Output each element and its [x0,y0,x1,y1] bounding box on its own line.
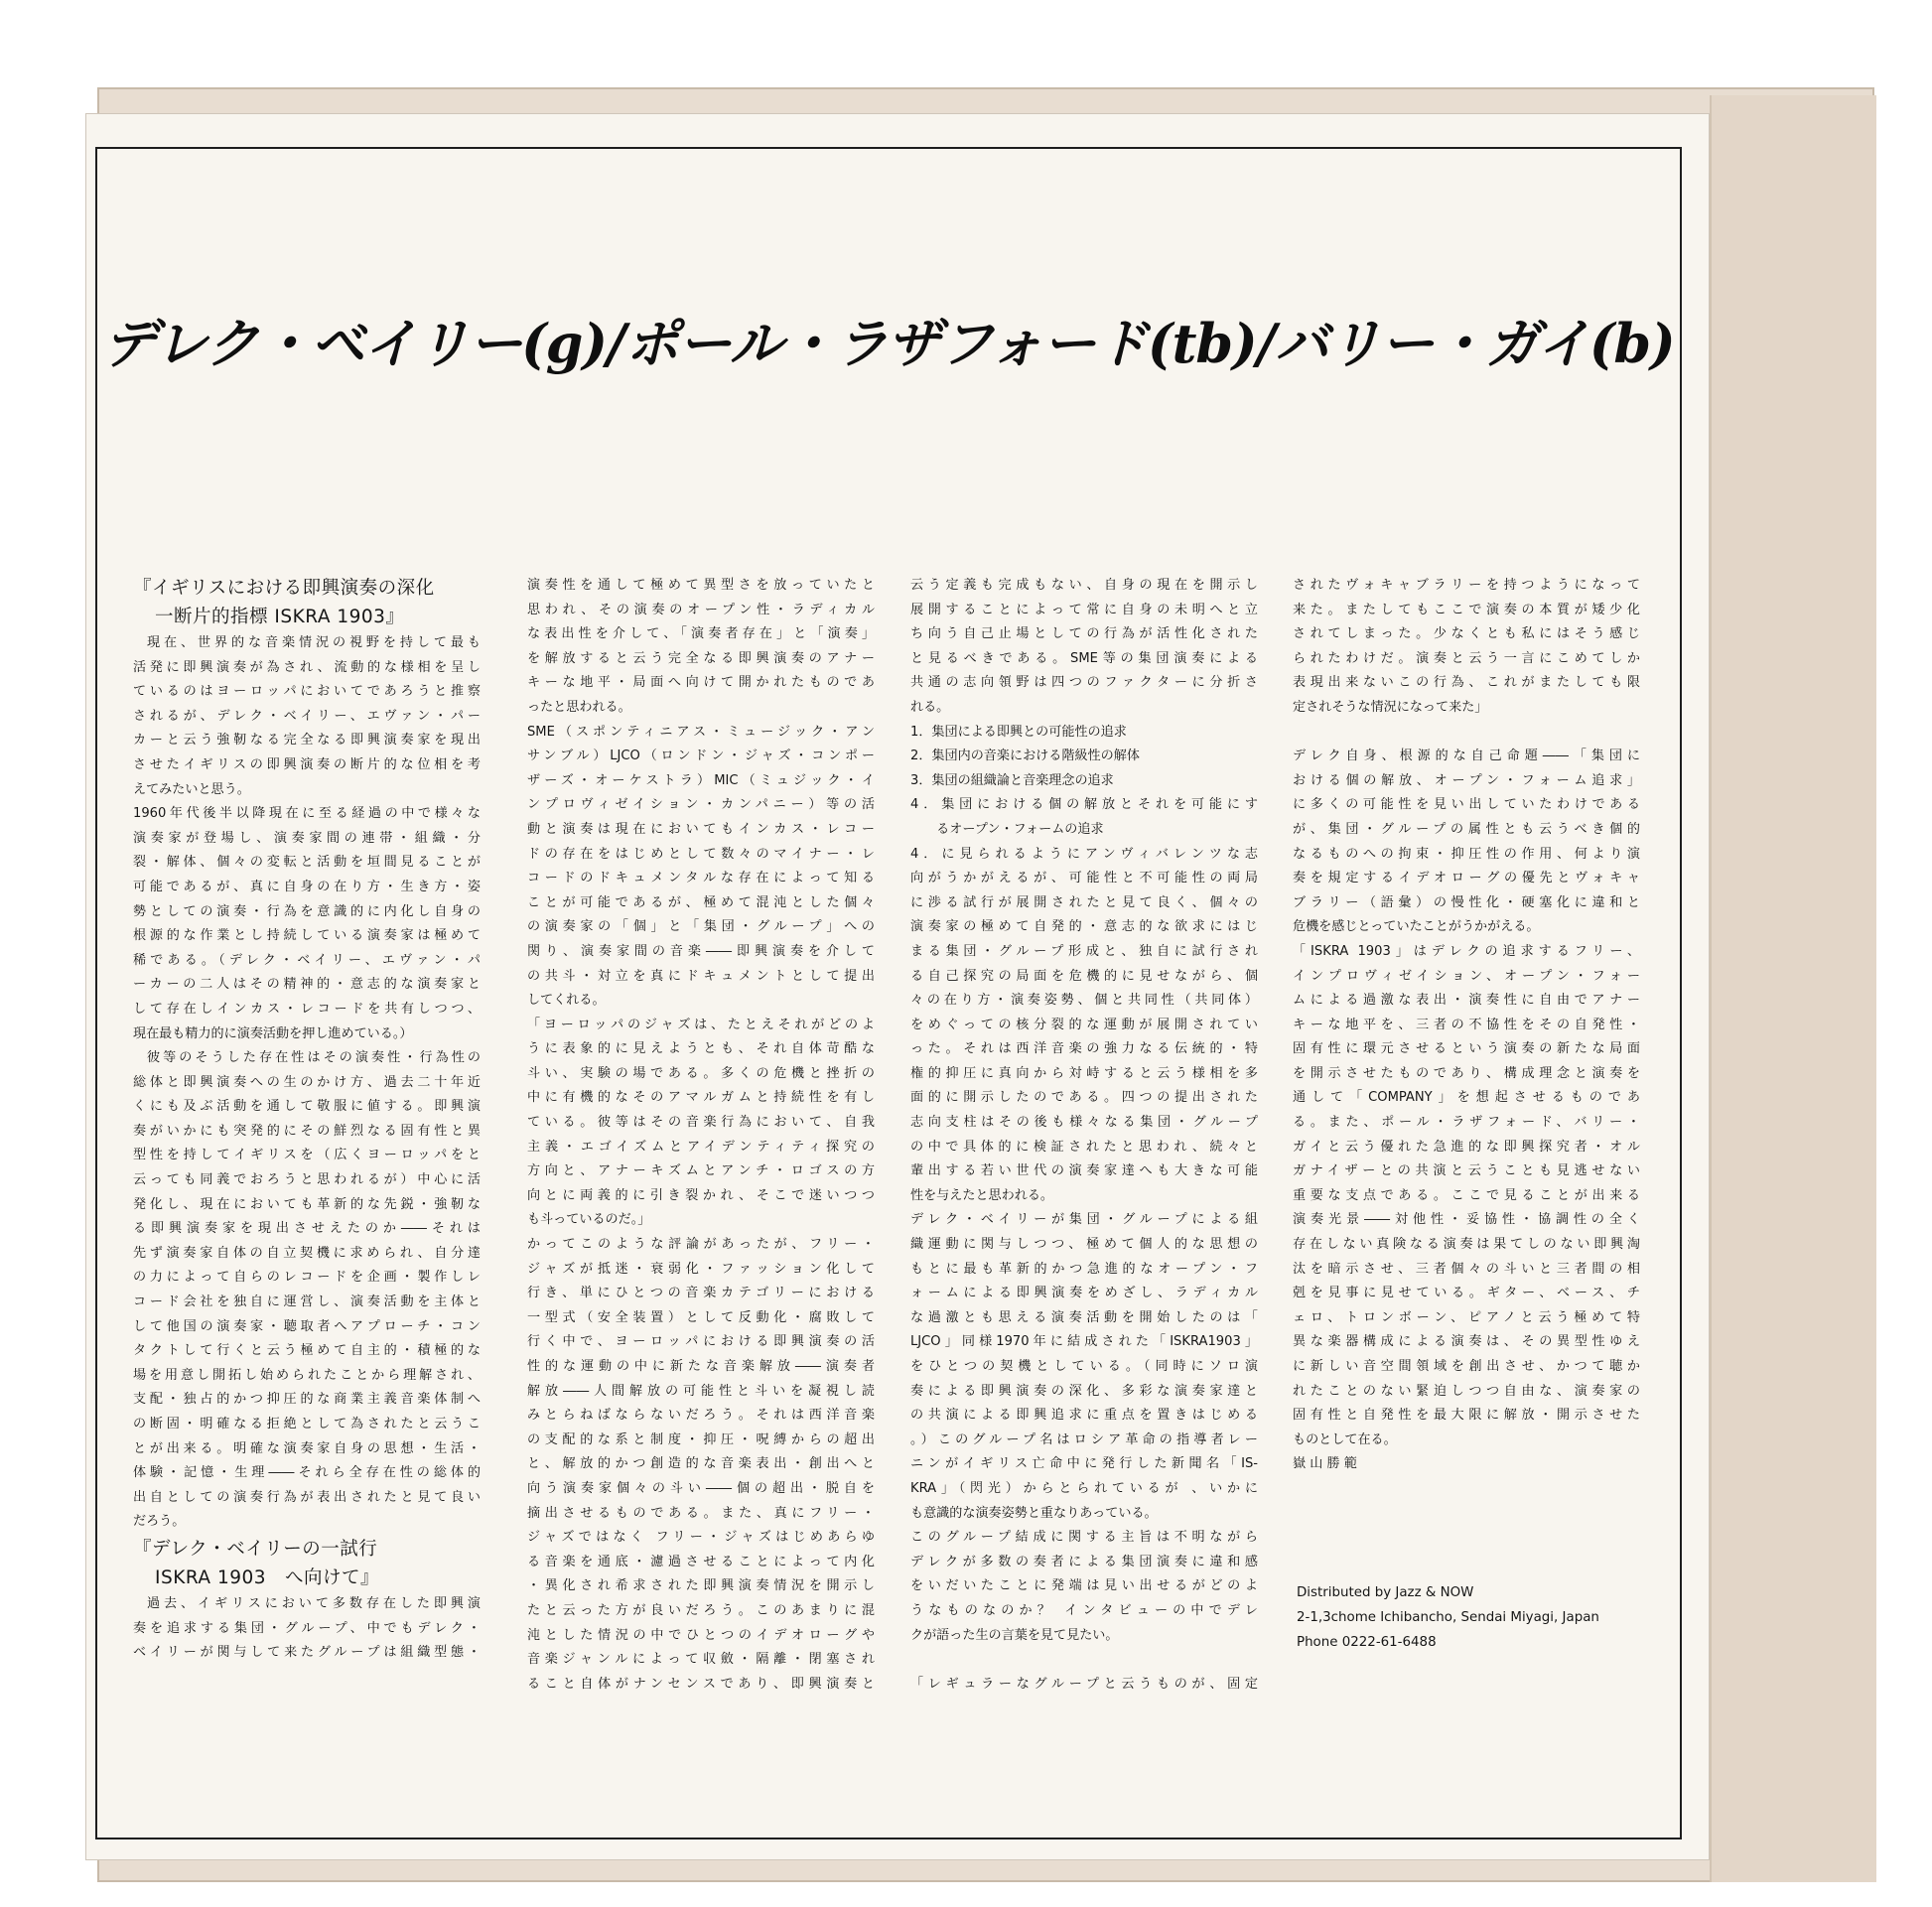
text-line: る自己探究の局面を危機的に見せながら、個 [910,968,1258,984]
text-line: ベイリーが関与して来たグループは組織型態・ [133,1645,481,1661]
text-line: 支配・独占的かつ抑圧的な商業主義音楽体制へ [133,1392,481,1408]
section-heading: 『デレク・ベイリーの一試行 [133,1538,378,1560]
text-line: の共演による即興追求に重点を置きはじめる [910,1408,1258,1424]
text-line: 中に有機的なそのアマルガムと持続性を有し [527,1090,875,1106]
text-line: デレク自身、根源的な自己命題――「集団に [1293,749,1640,764]
text-line: 動と演奏は現在においてもインカス・レコー [527,821,875,837]
text-line: ェロ、トロンボーン、ピアノと云う極めて特 [1293,1309,1640,1325]
text-line: 演奏家の極めて自発的・意志的な欲求にはじ [910,919,1258,935]
text-line: 。）このグループ名はロシア革命の指導者レー [910,1431,1258,1447]
text-line: えてみたいと思う。 [133,781,250,797]
sleeve-edge [1710,95,1876,1882]
text-line: されるが、デレク・ベイリー、エヴァン・パー [133,708,481,724]
text-line: 4．に見られるようにアンヴィバレンツな志 [910,846,1258,862]
text-line: 表現出来ないこの行為、これがまたしても限 [1293,675,1640,691]
text-line: 固有性に環元させるという演奏の新たな局面 [1293,1041,1640,1057]
distributor-address: 2-1,3chome Ichibancho, Sendai Miyagi, Japan [1297,1610,1599,1625]
text-line: るオープン・フォームの追求 [910,821,1104,837]
text-line: 向う演奏家個々の斗い――個の超出・脱自を [527,1480,875,1496]
text-column-2 [527,574,875,1697]
text-line: を開示させたものであり、構成理念と演奏を [1293,1065,1640,1081]
text-line: に新しい音空間領域を創出させ、かつて聴か [1293,1359,1640,1374]
text-line: の中で具体的に検証されたと思われ、続々と [910,1139,1258,1155]
headline-credits: デレク・ベイリー(g)/ポール・ラザフォード(tb)/バリー・ガイ(b) [102,312,1675,376]
text-line: の断固・明確なる拒絶として為されたと云うこ [133,1417,481,1431]
text-line: 過去、イギリスにおいて多数存在した即興演 [147,1595,481,1611]
text-line: 奏による即興演奏の深化、多彩な演奏家達と [910,1383,1258,1399]
text-line: カーと云う強靭なる完全なる即興演奏家を現出 [133,733,481,749]
text-line: 志向支柱はその後も様々なる集団・グループ [910,1115,1258,1131]
text-line: ること自体がナンセンスであり、即興演奏と [527,1676,875,1692]
text-line: 一型式（安全装置）として反動化・腐敗して [527,1309,875,1325]
text-line: させたイギリスの即興演奏の断片的な位相を考 [133,756,481,772]
text-line: タクトして行くと云う極めて自主的・積極的な [133,1343,481,1359]
text-line: ジャズではなく フリー・ジャズはじめあらゆ [527,1530,875,1546]
text-line: とが出来る。明確な演奏家自身の思想・生活・ [133,1440,481,1456]
text-line: 場を用意し開拓し始められたことから理解され、 [133,1367,481,1383]
text-line: ンプロヴィゼイション・カンパニー）等の活 [527,797,875,813]
text-line: 稀である。（デレク・ベイリー、エヴァン・パ [133,952,481,968]
text-line: 「ISKRA 1903」はデレクの追求するフリー、 [1293,943,1640,959]
text-line: ニンがイギリス亡命中に発行した新聞名「IS- [910,1456,1258,1472]
text-line: みとらねばならないだろう。それは西洋音楽 [527,1408,875,1424]
text-line: このグループ結成に関する主旨は不明ながら [910,1530,1258,1546]
text-line: くにも及ぶ活動を通して敬服に値する。即興演 [133,1099,481,1115]
text-line: 演奏性を通して極めて異型さを放っていたと [527,578,875,593]
text-line: ジャズが抵迷・衰弱化・ファッション化して [527,1261,875,1277]
text-line: ものとして在る。 [1293,1431,1397,1447]
text-line: 展開することによって常に自身の未明へと立 [910,602,1258,617]
text-line: 剋を見事に見せている。ギター、ベース、チ [1293,1286,1640,1301]
text-line: 根源的な作業とし持続している演奏家は極めて [133,928,481,944]
text-line: クが語った生の言葉を見て見たい。 [910,1627,1119,1643]
text-line: されてしまった。少なくとも私にはそう感じ [1293,626,1640,642]
text-line: る即興演奏家を現出させえたのか――それは [133,1221,481,1237]
text-line: 1．集団による即興との可能性の追求 [910,724,1127,740]
text-line: 云う定義も完成もない、自身の現在を開示し [910,578,1258,593]
text-line: 裂・解体、個々の変転と活動を垣間見ることが [133,855,481,871]
text-line: SME（スポンティニアス・ミュージック・アン [527,724,875,740]
text-line: 解放――人間解放の可能性と斗いを凝視し読 [527,1383,875,1399]
text-line: れる。 [910,699,950,715]
text-line: して存在しインカス・レコードを共有しつつ、 [133,1001,481,1017]
text-line: ったと思われる。 [527,699,631,715]
text-line: が、集団・グループの属性とも云うべき個的 [1293,821,1640,837]
author-signature: 嶽 山 勝 範 [1293,1456,1357,1472]
text-line: 3．集団の組織論と音楽理念の追求 [910,772,1114,788]
section-heading: 『イギリスにおける即興演奏の深化 [133,578,435,599]
text-line: コード会社を独自に運営し、演奏活動を主体と [133,1294,481,1310]
text-line: うに表象的に見えようとも、それ自体苛酷な [527,1041,875,1057]
section-heading: ISKRA 1903 へ向けて』 [155,1566,380,1588]
text-line: ドの存在をはじめとして数々のマイナー・レ [527,846,875,862]
text-line: 権的抑圧に真向から対峙すると云う様相を多 [910,1065,1258,1081]
text-line: ムによる過激な表出・演奏性に自由でアナー [1293,993,1640,1009]
text-line: 発化し、現在においても革新的な先鋭・強靭な [133,1196,481,1212]
text-line: だろう。 [133,1514,186,1530]
section-heading: 一断片的指標 ISKRA 1903』 [155,607,405,627]
distributor-info [1297,1580,1599,1655]
text-line: 主義・エゴイズムとアイデンティティ探究の [527,1139,875,1155]
text-line: 性的な運動の中に新たな音楽解放――演奏者 [527,1359,875,1374]
text-line: 活発に即興演奏が為され、流動的な様相を呈し [133,659,481,675]
text-line: 演奏光景――対他性・妥協性・協調性の全く [1293,1212,1640,1228]
text-line: の力によって自らのレコードを企画・製作しレ [133,1270,481,1286]
text-line: 音楽ジャンルによって収斂・隔離・閉塞され [527,1652,875,1668]
text-line: 向とに両義的に引き裂かれ、そこで迷いつつ [527,1187,875,1203]
text-line: 向がうかがえるが、可能性と不可能性の両局 [910,871,1258,886]
text-line: 現在、世界的な音楽情況の視野を持して最も [147,635,481,650]
text-line: 型性を持してイギリスを（広くヨーロッパをと [133,1148,481,1163]
text-line: たと云った方が良いだろう。このあまりに混 [527,1602,875,1618]
text-line: してくれる。 [527,993,606,1009]
text-line: の支配的な系と制度・抑圧・呪縛からの超出 [527,1431,875,1447]
text-column-3 [910,574,1258,1697]
text-line: 現在最も精力的に演奏活動を押し進めている。） [133,1025,413,1041]
text-line: な表出性を介して、「演奏者存在」と「演奏」 [527,626,875,642]
text-line: った。それは西洋音楽の強力なる伝統的・特 [910,1041,1258,1057]
text-line: の演奏家の「個」と「集団・グループ」への [527,919,875,935]
text-line: 奏を規定するイデオローグの優先とヴォキャ [1293,871,1640,886]
text-line: なるものへの拘束・抑圧性の作用、何より演 [1293,846,1640,862]
text-line: 2．集団内の音楽における階級性の解体 [910,749,1140,764]
text-line: ガナイザーとの共演と云うことも見逃せない [1293,1163,1640,1179]
text-line: サンブル）LJCO（ロンドン・ジャズ・コンポー [527,749,875,764]
text-line: 存在しない真険なる演奏は果てしのない即興淘 [1293,1237,1640,1253]
text-line: 危機を感じとっていたことがうかがえる。 [1293,919,1540,935]
text-line: ーカーの二人はその精神的・意志的な演奏家と [133,977,481,993]
text-line: 関り、演奏家間の音楽――即興演奏を介して [527,943,875,959]
text-line: 々の在り方・演奏姿勢、個と共同性（共同体） [910,993,1258,1009]
text-line: ザーズ・オーケストラ）MIC（ミュジック・イ [527,772,875,788]
text-line: かってこのような評論があったが、フリー・ [527,1237,875,1253]
text-line: 先ず演奏家自体の自立契機に求められ、自分達 [133,1245,481,1261]
text-line: ガイと云う優れた急進的な即興探究者・オル [1293,1139,1640,1155]
text-line: 「ヨーロッパのジャズは、たとえそれがどのよ [527,1017,875,1032]
text-line: 固有性と自発性を最大限に解放・開示させた [1293,1408,1640,1424]
text-line: も意識的な演奏姿勢と重なりあっている。 [910,1505,1158,1521]
text-line: 総体と即興演奏への生のかけ方、過去二十年近 [133,1074,481,1090]
text-line: KRA」（閃光）からとられているが 、いかに [910,1480,1258,1496]
text-line: に渉る試行が展開されたと見て良く、個々の [910,894,1258,910]
text-line: 汰を暗示させ、三者個々の斗いと三者間の相 [1293,1261,1640,1277]
text-line: を解放すると云う完全なる即興演奏のアナー [527,650,875,666]
text-line: に多くの可能性を見い出していたわけである [1293,797,1640,813]
text-line: キーな地平を、三者の不協性をその自発性・ [1293,1017,1640,1032]
text-line: 来た。またしてもここで演奏の本質が矮少化 [1293,602,1640,617]
text-line: ている。彼等はその音楽行為において、自我 [527,1115,875,1131]
text-line: と、解放的かつ創造的な音楽表出・創出へと [527,1456,875,1472]
text-line: ォームによる即興演奏をめざし、ラディカル [910,1286,1258,1301]
text-line: 1960年代後半以降現在に至る経過の中で様々な [133,806,481,822]
text-line: デレク・ベイリーが集団・グループによる組 [910,1212,1258,1228]
text-line: 思われ、その演奏のオープン性・ラディカル [527,602,875,617]
text-line: 摘出させるものである。また、真にフリー・ [527,1505,875,1521]
text-line: 定されそうな情況になって来た」 [1293,699,1488,715]
text-line: な過激とも思える演奏活動を開始したのは「 [910,1309,1258,1325]
text-line: 可能であるが、真に自身の在り方・生き方・姿 [133,879,481,894]
text-line: 「レギュラーなグループと云うものが、固定 [910,1676,1258,1692]
text-line: 行く中で、ヨーロッパにおける即興演奏の活 [527,1334,875,1350]
text-line: ことが可能であるが、極めて混沌とした個々 [527,894,875,910]
text-line: の共斗・対立を真にドキュメントとして提出 [527,968,875,984]
text-line: 4．集団における個の解放とそれを可能にす [910,797,1258,813]
text-line: キーな地平・局面へ向けて開かれたものであ [527,675,875,691]
text-line: インプロヴィゼイション、オープン・フォー [1293,968,1640,984]
text-line: 云っても同義でおろうと思われるが）中心に活 [133,1172,481,1188]
text-line: 体験・記憶・生理――それら全存在性の総体的 [133,1465,481,1481]
text-line: 織運動に関与しつつ、極めて個人的な思想の [910,1237,1258,1253]
text-column-4 [1293,574,1640,1477]
text-line: 共通の志向領野は四つのファクターに分折さ [910,675,1258,691]
text-line: もとに最も革新的かつ急進的なオープン・フ [910,1261,1258,1277]
text-column-1 [133,574,481,1666]
text-line: 演奏家が登場し、演奏家間の連帯・組織・分 [133,830,481,846]
text-line: デレクが多数の奏者による集団演奏に違和感 [910,1554,1258,1569]
text-line: 方向と、アナーキズムとアンチ・ロゴスの方 [527,1163,875,1179]
text-line: ち向う自己止場としての行為が活性化された [910,626,1258,642]
text-line: 通して「COMPANY」を想起させるものであ [1293,1090,1640,1106]
text-line: 輩出する若い世代の演奏家達へも大きな可能 [910,1163,1258,1179]
text-line: ているのはヨーロッパにおいてであろうと推察 [133,684,481,700]
text-line: 面的に開示したのである。四つの提出された [910,1090,1258,1106]
text-line: る。また、ポール・ラザフォード、バリー・ [1293,1115,1640,1131]
distributor-name: Distributed by Jazz & NOW [1297,1585,1474,1600]
text-line: して他国の演奏家・聴取者へアプローチ・コン [133,1318,481,1334]
paragraph-gap [910,1648,1258,1673]
distributor-phone: Phone 0222-61-6488 [1297,1635,1437,1650]
text-line: 斗い、実験の場である。多くの危機と挫折の [527,1065,875,1081]
text-line: 奏がいかにも突発的にその鮮烈なる固有性と異 [133,1123,481,1139]
text-line: まる集団・グループ形成と、独自に試行され [910,943,1258,959]
text-line: をめぐっての核分裂的な運動が展開されてい [910,1017,1258,1032]
text-line: LJCO」同様1970年に結成された「ISKRA1903」 [910,1334,1258,1350]
text-line: されたヴォキャブラリーを持つようになって [1293,578,1640,593]
text-line: 重要な支点である。ここで見ることが出来る [1293,1187,1640,1203]
text-line: ブラリー（語彙）の慢性化・硬塞化に違和と [1293,894,1640,910]
text-line: 性を与えたと思われる。 [910,1187,1054,1203]
text-line: と見るべきである。SME等の集団演奏による [910,650,1258,666]
text-line: をひとつの契機としている。（同時にソロ演 [910,1359,1258,1374]
text-line: れたことのない緊迫しつつ自由な、演奏家の [1293,1383,1640,1399]
text-line: も斗っているのだ。」 [527,1212,651,1228]
paragraph-gap [1293,721,1640,746]
text-line: 行き、単にひとつの音楽カテゴリーにおける [527,1286,875,1301]
text-line: られたわけだ。演奏と云う一言にこめてしか [1293,650,1640,666]
text-line: をいだいたことに発端は見い出せるがどのよ [910,1578,1258,1594]
text-line: 異な楽器構成による演奏は、その異型性ゆえ [1293,1334,1640,1350]
text-line: おける個の解放、オープン・フォーム追求」 [1293,772,1640,788]
text-line: 彼等のそうした存在性はその演奏性・行為性の [147,1050,481,1066]
text-line: 出自としての演奏行為が表出されたと見て良い [133,1489,481,1505]
text-line: 沌とした情況の中でひとつのイデオローグや [527,1627,875,1643]
text-line: 奏を追求する集団・グループ、中でもデレク・ [133,1620,481,1636]
text-line: る音楽を通底・濾過させることによって内化 [527,1554,875,1569]
text-line: ・異化され希求された即興演奏情況を開示し [527,1578,875,1594]
text-line: 勢としての演奏・行為を意識的に内化し自身の [133,903,481,919]
text-line: うなものなのか？ インタビューの中でデレ [910,1602,1258,1618]
text-line: コードのドキュメンタルな存在によって知る [527,871,875,886]
